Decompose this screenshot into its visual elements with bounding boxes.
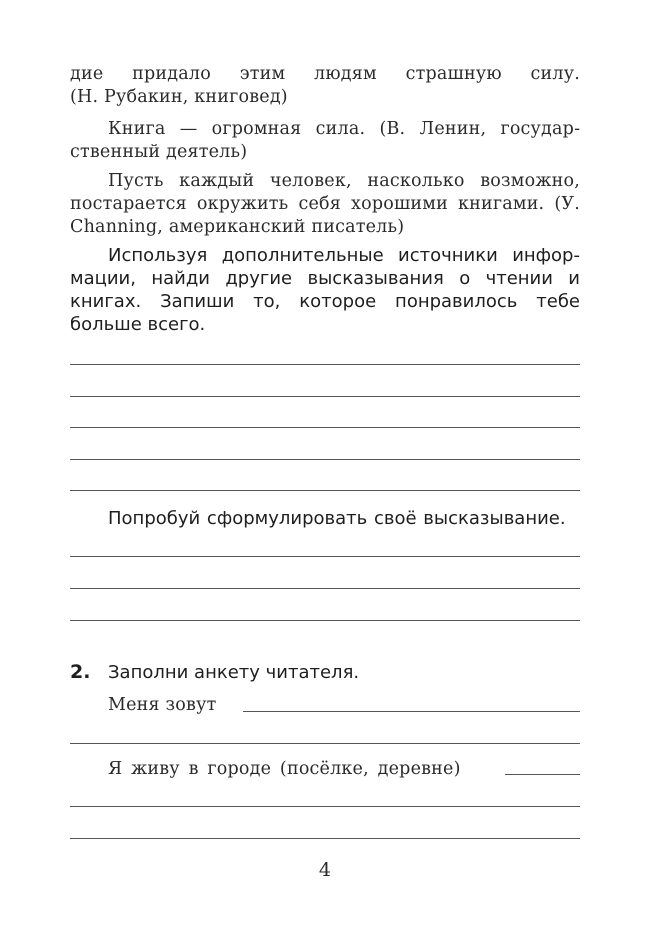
task1-instruction2: Попробуй сформулировать своё высказывание. bbox=[108, 508, 566, 529]
quote-lenin: Книга — огромная сила. (В. Ленин, государственный деятель) bbox=[70, 119, 580, 162]
task-number: 2. bbox=[70, 661, 91, 683]
task2-title: Заполни анкету читателя. bbox=[108, 662, 360, 683]
answer-line[interactable] bbox=[70, 620, 580, 621]
answer-line[interactable] bbox=[70, 459, 580, 460]
answer-line[interactable] bbox=[70, 427, 580, 428]
answer-line[interactable] bbox=[70, 743, 580, 744]
answer-line[interactable] bbox=[70, 490, 580, 491]
answer-line[interactable] bbox=[70, 838, 580, 839]
task1-instruction: Используя дополнительные источники информации, найди другие высказывания о чтении и книгах. Запиши то, которое понравилось тебе больше всего. bbox=[70, 245, 580, 335]
quote-continuation: дие придало этим людям страшную силу. bbox=[70, 64, 580, 84]
answer-line[interactable] bbox=[70, 588, 580, 589]
answer-line[interactable] bbox=[70, 364, 580, 365]
answer-line[interactable] bbox=[70, 556, 580, 557]
quote-channing: Пусть каждый человек, насколько возможно, постарается окружить себя хорошими книгами. (У. Channing, американский писатель) bbox=[70, 171, 580, 237]
city-field-line[interactable] bbox=[505, 774, 580, 775]
answer-line[interactable] bbox=[70, 806, 580, 807]
quote-author-rubakin: (Н. Рубакин, книговед) bbox=[70, 87, 288, 107]
answer-line[interactable] bbox=[70, 396, 580, 397]
name-label: Меня зовут bbox=[108, 695, 217, 715]
name-field-line[interactable] bbox=[243, 711, 580, 712]
page-number: 4 bbox=[318, 859, 332, 881]
city-label: Я живу в городе (посёлке, деревне) bbox=[108, 759, 461, 779]
